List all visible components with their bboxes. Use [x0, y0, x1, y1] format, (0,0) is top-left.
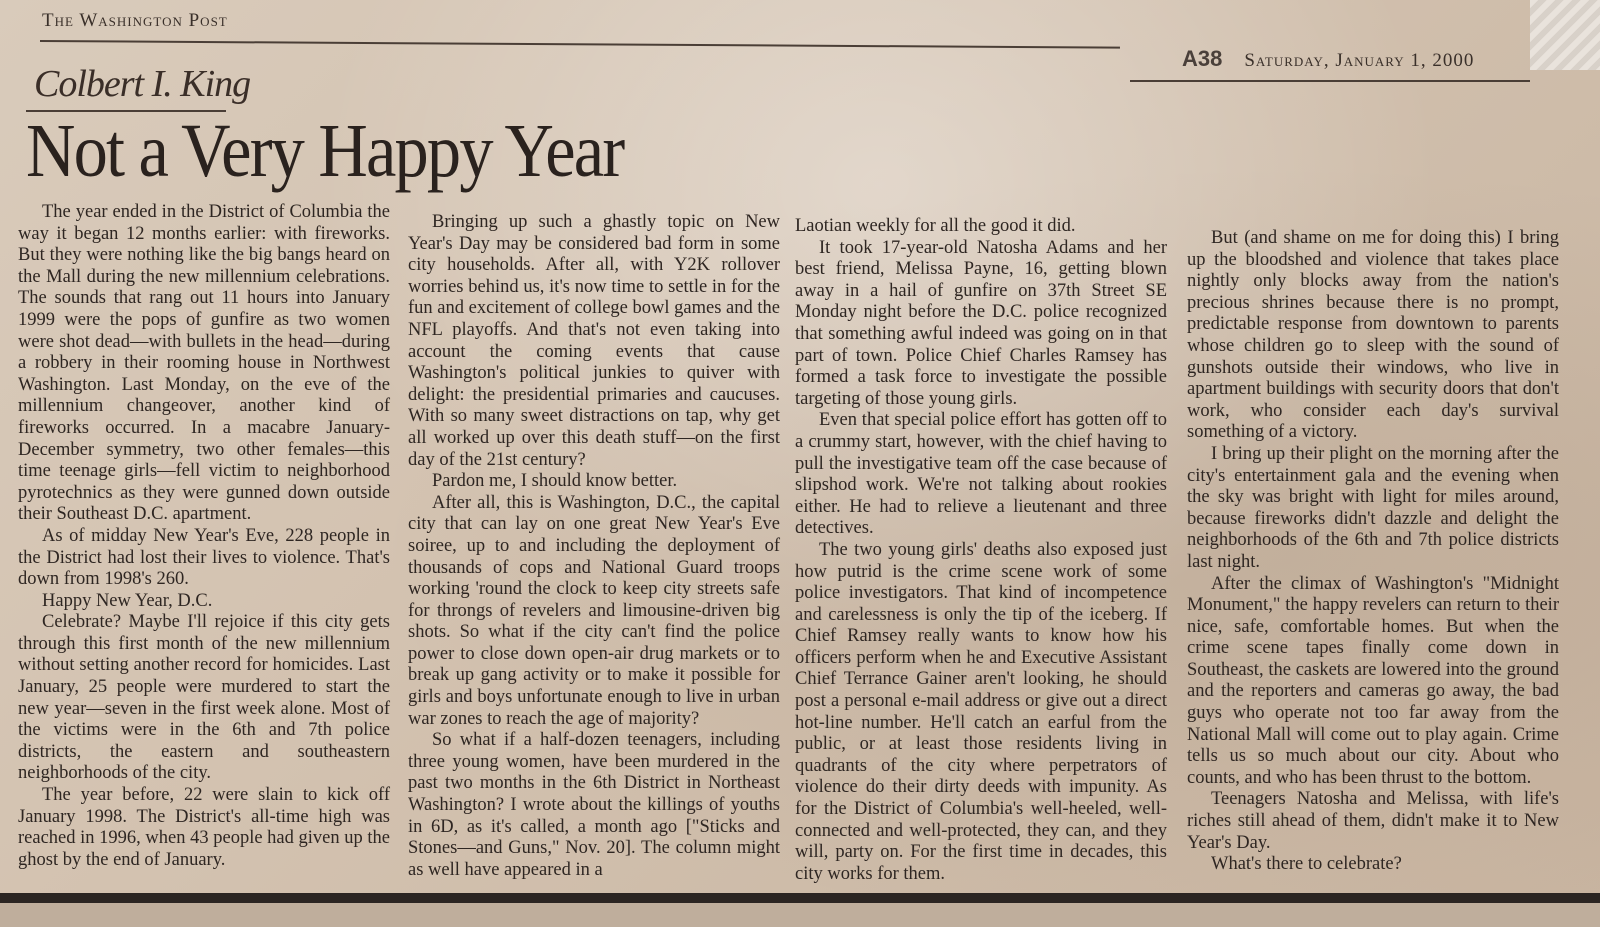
column-1 — [18, 202, 390, 871]
paragraph: The two young girls' deaths also exposed just how putrid is the crime scene work of some police investigators. That kind of incompetence and carelessness is only the tip of the iceberg. If Chief Ramsey really wants to know how his officers perform when he and Executive Assistant Chief Terrance Gainer aren't looking, he should post a personal e-mail address or give out a direct hot-line number. He'll catch an earful from the public, or at least those residents living in quadrants of the city where perpetrators of violence do their dirty deeds with impunity. As for the District of Columbia's well-heeled, well-connected and well-protected, they can, and they will, party on. For the first time in decades, this city works for them. — [795, 539, 1167, 884]
column-2 — [408, 212, 780, 881]
torn-corner — [1530, 0, 1600, 70]
column-4 — [1187, 228, 1559, 876]
article-body — [10, 202, 1570, 902]
headline: Not a Very Happy Year — [26, 109, 624, 193]
paragraph: What's there to celebrate? — [1211, 854, 1402, 875]
paragraph: But (and shame on me for doing this) I bring up the bloodshed and violence that takes place nightly only blocks away from the nation's precious shrines because there is no prompt, predictable response from downtown to parents whose children go to sleep with the sound of gunshots outside their windows, who live in apartment buildings with security doors that don't work, who consider each day's survival something of a victory. — [1187, 228, 1559, 443]
paragraph: After the climax of Washington's "Midnight Monument," the happy revelers can return to their nice, safe, comfortable homes. But when the crime scene tapes finally come down in Southeast, the caskets are lowered into the ground and the reporters and cameras go away, the bad guys who operate not too far away from the National Mall will come out to play again. Crime tells us so much about our city. About who counts, and who has been thrust to the bottom. — [1187, 573, 1559, 788]
page-date: Saturday, January 1, 2000 — [1244, 50, 1475, 71]
paragraph: I bring up their plight on the morning after the city's entertainment gala and the evening when the sky was bright with light for miles around, because fireworks didn't dazzle and delight the neighborhoods of the 6th and 7th police districts last night. — [1187, 443, 1559, 572]
paragraph: It took 17-year-old Natosha Adams and her best friend, Melissa Payne, 16, getting blown away in a hail of gunfire on 37th Street SE Monday night before the D.C. police recognized that something awful indeed was going on in that part of town. Police Chief Charles Ramsey has formed a task force to investigate the possible targeting of those young girls. — [795, 237, 1167, 409]
paragraph: As of midday New Year's Eve, 228 people in the District had lost their lives to violence. That's down from 1998's 260. — [18, 525, 390, 590]
paragraph: Pardon me, I should know better. — [432, 471, 678, 492]
column-3 — [795, 216, 1167, 885]
byline: Colbert I. King — [34, 63, 251, 105]
paragraph: After all, this is Washington, D.C., the capital city that can lay on one great New Year's Eve soiree, up to and including the deployment of thousands of cops and National Guard troops working 'round the clock to keep city streets safe for throngs of revelers and limousine-driven big shots. So what if the city can't find the police power to close down open-air drug markets or to break up gang activity or to make it possible for girls and boys unfortunate enough to live in urban war zones to reach the age of majority? — [408, 492, 780, 729]
paragraph: Bringing up such a ghastly topic on New Year's Day may be considered bad form in some city households. After all, with Y2K rollover worries behind us, it's now time to settle in for the fun and excitement of college bowl games and the NFL playoffs. And that's not even taking into account the coming events that cause Washington's political junkies to quiver with delight: the presidential primaries and caucuses. With so many sweet distractions on tap, why get all worked up over this death stuff—on the first day of the 21st century? — [408, 212, 780, 470]
bottom-edge — [0, 893, 1600, 927]
date-rule — [1130, 80, 1530, 82]
paragraph: Celebrate? Maybe I'll rejoice if this city gets through this first month of the new millennium without setting another record for homicides. Last January, 25 people were murdered to start the new year—seven in the first week alone. Most of the victims were in the 6th and 7th police districts, the eastern and southeastern neighborhoods of the city. — [18, 612, 390, 784]
paragraph: Teenagers Natosha and Melissa, with life's riches still ahead of them, didn't make it to New Year's Day. — [1187, 789, 1559, 853]
paragraph: The year ended in the District of Columbia the way it began 12 months earlier: with fireworks. But they were nothing like the big bangs heard on the Mall during the new millennium celebrations. The sounds that rang out 11 hours into January 1999 were the pops of gunfire as two women were shot dead—with bullets in the head—during a robbery in their rooming house in Northwest Washington. Last Monday, on the eve of the millennium changeover, another kind of fireworks occurred. In a macabre January-December symmetry, two other females—this time teenage girls—fell victim to neighborhood pyrotechnics as they were gunned down outside their Southeast D.C. apartment. — [18, 202, 390, 525]
paragraph: Laotian weekly for all the good it did. — [795, 216, 1076, 236]
paragraph: Happy New Year, D.C. — [42, 590, 213, 611]
page-number: A38 — [1182, 46, 1223, 71]
paragraph: Even that special police effort has gotten off to a crummy start, however, with the chief having to pull the investigative team off the case because of slipshod work. We're not talking about rookies either. He had to relieve a lieutenant and three detectives. — [795, 410, 1167, 539]
header-rule — [40, 40, 1120, 49]
paragraph: The year before, 22 were slain to kick off January 1998. The District's all-time high was reached in 1996, when 43 people had given up the ghost by the end of January. — [18, 785, 390, 870]
masthead: The Washington Post — [42, 10, 228, 31]
paragraph: So what if a half-dozen teenagers, including three young women, have been murdered in the past two months in the 6th District in Northeast Washington? I wrote about the killings of youths in 6D, as it's called, a month ago ["Sticks and Stones—and Guns," Nov. 20]. The column might as well have appeared in a — [408, 730, 780, 880]
page-info — [1182, 46, 1474, 72]
